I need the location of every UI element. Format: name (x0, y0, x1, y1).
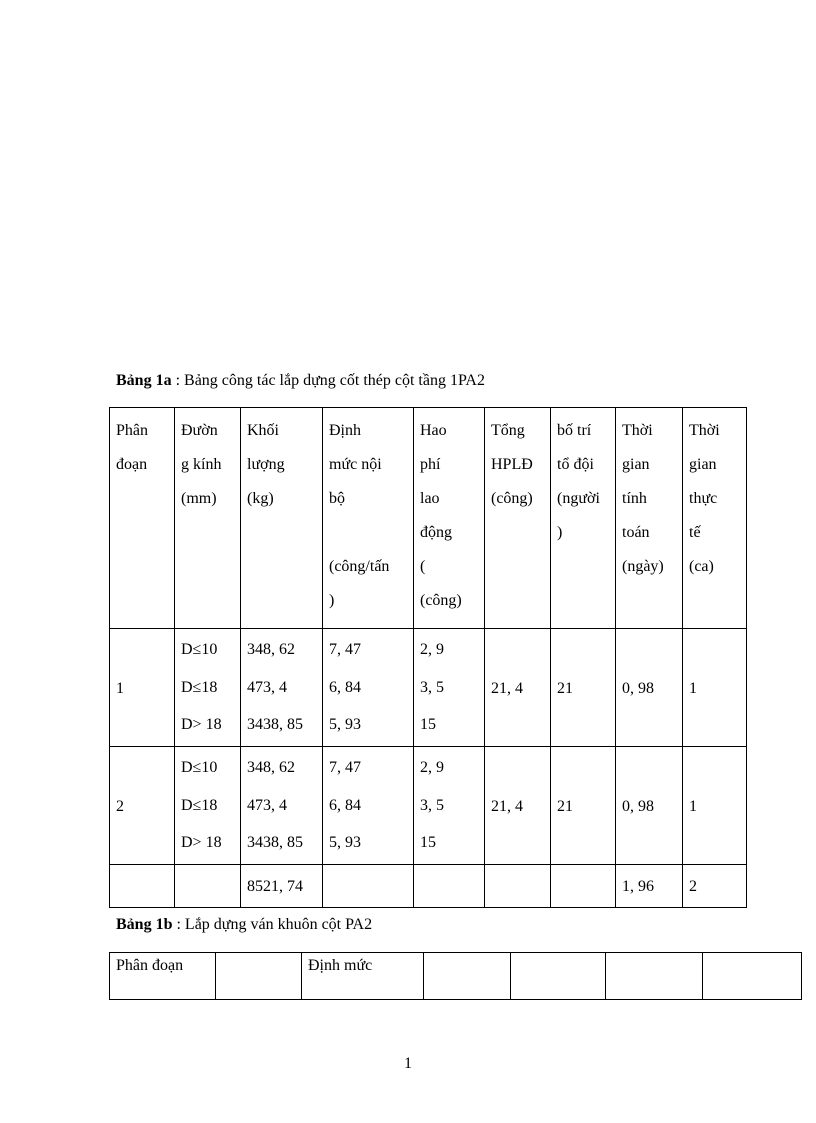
header-line: tổ đội (557, 456, 594, 473)
cell-line: 15 (420, 716, 436, 733)
table-row (110, 747, 747, 865)
header-tg-thuc-te (683, 408, 747, 629)
header-line: (ngày) (622, 558, 664, 575)
cell-hao-phi (414, 747, 485, 865)
cell-khoi-luong (241, 747, 323, 865)
header-line: toán (622, 524, 650, 541)
cell-line: 7, 47 (329, 641, 361, 658)
cell-dinh-muc (323, 629, 414, 747)
header-empty (703, 953, 802, 1000)
header-line: tính (622, 490, 647, 507)
cell-line: D≤10 (181, 759, 218, 776)
header-phan-doan (110, 408, 175, 629)
header-line: Hao (420, 422, 447, 439)
table1a-caption-text: : Bảng công tác lắp dựng cốt thép cột tầng 1PA2 (171, 372, 485, 389)
header-empty (216, 953, 302, 1000)
table1b-caption-label: Bảng 1b (116, 916, 173, 933)
cell-phan-doan: 1 (110, 629, 175, 747)
table-total-row (110, 865, 747, 908)
cell-hao-phi (414, 629, 485, 747)
table1a (109, 407, 747, 908)
header-line: (ca) (689, 558, 714, 575)
cell-empty (323, 865, 414, 908)
cell-total-tg-tinh-toan: 1, 96 (616, 865, 683, 908)
cell-empty (551, 865, 616, 908)
cell-line: 348, 62 (247, 641, 295, 658)
cell-empty (110, 865, 175, 908)
header-tg-tinh-toan (616, 408, 683, 629)
cell-duong-kinh (175, 629, 241, 747)
header-line: gian (689, 456, 717, 473)
cell-line: 3438, 85 (247, 716, 303, 733)
table1a-caption (116, 372, 485, 390)
cell-tg-tinh-toan: 0, 98 (616, 747, 683, 865)
header-tong-hpld (485, 408, 551, 629)
header-line: ) (329, 592, 335, 609)
header-line: Định (329, 422, 361, 439)
cell-line: D≤18 (181, 678, 218, 696)
header-line: bộ (329, 490, 345, 507)
header-phan-doan: Phân đoạn (110, 953, 216, 1000)
header-line: Thời (689, 422, 720, 439)
cell-tg-tinh-toan: 0, 98 (616, 629, 683, 747)
cell-total-khoi-luong: 8521, 74 (241, 865, 323, 908)
cell-line: 3, 5 (420, 796, 444, 814)
cell-line: 473, 4 (247, 796, 287, 814)
table-row (110, 629, 747, 747)
cell-line: 6, 84 (329, 796, 361, 814)
cell-total-tg-thuc-te: 2 (683, 865, 747, 908)
cell-phan-doan: 2 (110, 747, 175, 865)
cell-line: 6, 84 (329, 678, 361, 696)
header-line: (mm) (181, 490, 217, 507)
header-line: (kg) (247, 490, 274, 507)
header-line: lượng (247, 456, 285, 473)
header-line: phí (420, 456, 441, 473)
cell-khoi-luong (241, 629, 323, 747)
cell-line: 3, 5 (420, 678, 444, 696)
header-dinh-muc: Định mức (302, 953, 424, 1000)
header-line: Thời (622, 422, 653, 439)
header-line: động (420, 524, 452, 541)
header-line: Phân (116, 422, 148, 439)
cell-tong-hpld: 21, 4 (485, 747, 551, 865)
header-line: ( (420, 558, 426, 575)
table1b (109, 952, 802, 1000)
header-hao-phi (414, 408, 485, 629)
header-empty (511, 953, 606, 1000)
header-line: HPLĐ (491, 456, 533, 473)
cell-line: 473, 4 (247, 678, 287, 696)
header-empty (606, 953, 703, 1000)
table1b-header-row (110, 953, 802, 1000)
cell-line: D> 18 (181, 834, 222, 851)
cell-line: D≤18 (181, 796, 218, 814)
header-line: ) (557, 524, 563, 541)
cell-line: D≤10 (181, 641, 218, 658)
header-line: (công/tấn (329, 558, 390, 575)
header-duong-kinh (175, 408, 241, 629)
cell-empty (175, 865, 241, 908)
header-line: thực (689, 490, 718, 507)
cell-tong-hpld: 21, 4 (485, 629, 551, 747)
header-line: lao (420, 490, 440, 507)
cell-tg-thuc-te: 1 (683, 747, 747, 865)
header-line: Đườn (181, 422, 218, 439)
cell-line: 3438, 85 (247, 834, 303, 851)
header-line: g kính (181, 456, 222, 473)
cell-line: 348, 62 (247, 759, 295, 776)
cell-line: D> 18 (181, 716, 222, 733)
cell-line: 7, 47 (329, 759, 361, 776)
header-line: (công) (491, 490, 533, 507)
header-line: Khối (247, 422, 279, 439)
header-line: tế (689, 524, 701, 541)
cell-bo-tri: 21 (551, 747, 616, 865)
header-line: mức nội (329, 456, 382, 473)
cell-bo-tri: 21 (551, 629, 616, 747)
header-line: Tổng (491, 422, 525, 439)
page-number: 1 (404, 1055, 412, 1072)
cell-duong-kinh (175, 747, 241, 865)
header-empty (424, 953, 511, 1000)
cell-dinh-muc (323, 747, 414, 865)
cell-tg-thuc-te: 1 (683, 629, 747, 747)
cell-line: 2, 9 (420, 759, 444, 776)
table1b-caption (116, 916, 372, 934)
header-line: đoạn (116, 456, 148, 473)
header-line: gian (622, 456, 650, 473)
header-line (329, 516, 407, 550)
table1b-caption-text: : Lắp dựng ván khuôn cột PA2 (172, 916, 373, 933)
table1a-header-row (110, 408, 747, 629)
header-line: (công) (420, 592, 462, 609)
header-bo-tri (551, 408, 616, 629)
header-dinh-muc (323, 408, 414, 629)
cell-empty (485, 865, 551, 908)
cell-line: 5, 93 (329, 834, 361, 851)
header-khoi-luong (241, 408, 323, 629)
header-line: bố trí (557, 422, 592, 439)
cell-empty (414, 865, 485, 908)
cell-line: 5, 93 (329, 716, 361, 733)
table1a-caption-label: Bảng 1a (116, 372, 172, 389)
header-line: (người (557, 490, 600, 507)
cell-line: 15 (420, 834, 436, 851)
cell-line: 2, 9 (420, 641, 444, 658)
